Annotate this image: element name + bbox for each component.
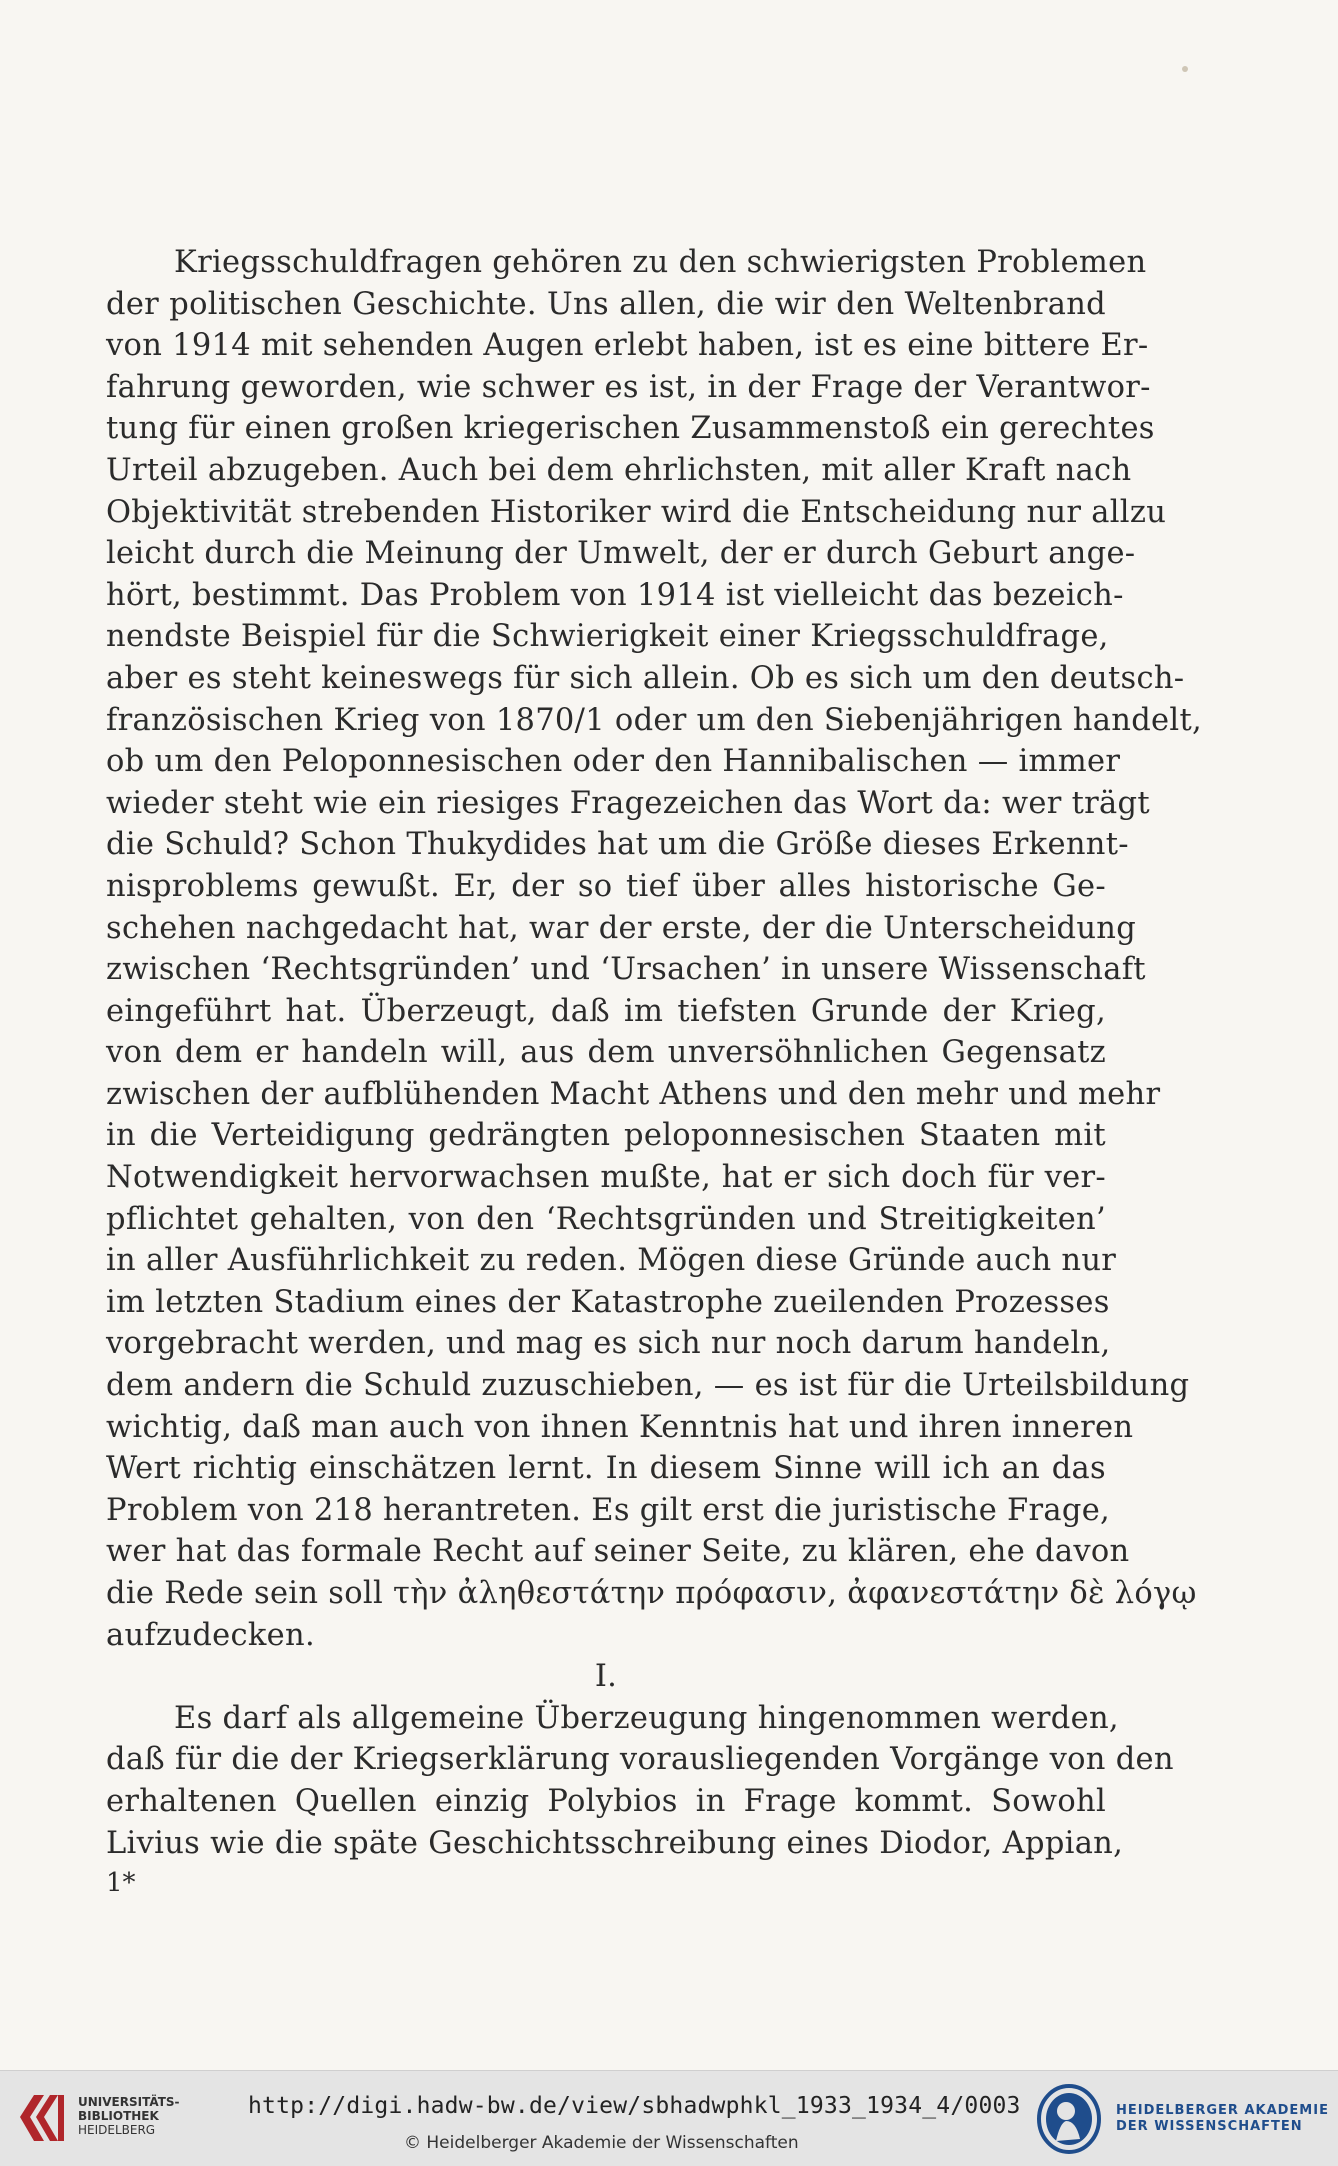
library-name-line1: UNIVERSITÄTS- — [78, 2095, 180, 2109]
text-line: Livius wie die späte Geschichtsschreibung eines Diodor, Appian, — [106, 1825, 1124, 1861]
permalink-url[interactable]: http://digi.hadw-bw.de/view/sbhadwphkl_1933_1934_4/0003 — [248, 2093, 1021, 2119]
text-line: wer hat das formale Recht auf seiner Seite, zu klären, ehe davon — [106, 1534, 1130, 1570]
text-line: dem andern die Schuld zuzuschieben, — es ist für die Urteilsbildung — [106, 1368, 1190, 1404]
library-name-line2: BIBLIOTHEK — [78, 2109, 159, 2123]
text-line: pflichtet gehalten, von den ‘Rechtsgründen und Streitigkeiten’ — [106, 1201, 1106, 1237]
academy-name-line2: DER WISSENSCHAFTEN — [1116, 2119, 1303, 2134]
text-line: in die Verteidigung gedrängten peloponnesischen Staaten mit — [106, 1118, 1106, 1154]
text-line: eingeführt hat. Überzeugt, daß im tiefsten Grunde der Krieg, — [106, 993, 1106, 1029]
text-line: Es darf als allgemeine Überzeugung hingenommen werden, — [174, 1700, 1119, 1736]
text-line: zwischen der aufblühenden Macht Athens und den mehr und mehr — [106, 1076, 1161, 1112]
paragraph-1 — [106, 242, 1202, 1656]
text-line: nendste Beispiel für die Schwierigkeit einer Kriegsschuldfrage, — [106, 619, 1109, 655]
text-line: die Schuld? Schon Thukydides hat um die Größe dieses Erkennt- — [106, 827, 1129, 863]
text-line: wieder steht wie ein riesiges Fragezeichen das Wort da: wer trägt — [106, 785, 1150, 821]
text-line: die Rede sein soll τὴν ἀληθεστάτην πρόφασιν, ἀφανεστάτην δὲ λόγῳ — [106, 1576, 1197, 1611]
text-line: in aller Ausführlichkeit zu reden. Mögen diese Gründe auch nur — [106, 1243, 1117, 1279]
text-line: daß für die der Kriegserklärung vorausliegenden Vorgänge von den — [106, 1742, 1174, 1778]
text-line: aufzudecken. — [106, 1617, 315, 1653]
text-line: aber es steht keineswegs für sich allein. Ob es sich um den deutsch- — [106, 660, 1185, 696]
text-line: hört, bestimmt. Das Problem von 1914 ist vielleicht das bezeich- — [106, 577, 1124, 613]
section-heading: I. — [594, 1659, 618, 1695]
text-line: erhaltenen Quellen einzig Polybios in Frage kommt. Sowohl — [106, 1783, 1106, 1819]
signature-mark: 1* — [106, 1868, 136, 1898]
library-city: HEIDELBERG — [78, 2123, 156, 2137]
text-line: wichtig, daß man auch von ihnen Kenntnis hat und ihren inneren — [106, 1409, 1134, 1445]
text-line: der politischen Geschichte. Uns allen, die wir den Weltenbrand — [106, 286, 1106, 322]
copyright-notice: © Heidelberger Akademie der Wissenschaften — [404, 2133, 799, 2153]
text-line: von dem er handeln will, aus dem unversöhnlichen Gegensatz — [106, 1035, 1106, 1071]
text-line: von 1914 mit sehenden Augen erlebt haben, ist es eine bittere Er- — [106, 328, 1149, 364]
body-text — [106, 242, 1202, 1864]
paragraph-2 — [106, 1698, 1174, 1864]
university-library-logo-icon[interactable] — [14, 2087, 70, 2149]
text-line: ob um den Peloponnesischen oder den Hannibalischen — immer — [106, 744, 1121, 780]
text-line: leicht durch die Meinung der Umwelt, der er durch Geburt ange- — [106, 536, 1136, 572]
text-line: vorgebracht werden, und mag es sich nur noch darum handeln, — [106, 1326, 1111, 1362]
academy-seal-icon[interactable] — [1036, 2083, 1102, 2155]
text-line: im letzten Stadium eines der Katastrophe zueilenden Prozesses — [106, 1284, 1110, 1320]
footer-bar — [0, 2070, 1338, 2166]
academy-name-line1: HEIDELBERGER AKADEMIE — [1116, 2103, 1329, 2118]
text-line: Notwendigkeit hervorwachsen mußte, hat er sich doch für ver- — [106, 1160, 1106, 1196]
academy-name[interactable] — [1116, 2103, 1329, 2135]
text-line: Urteil abzugeben. Auch bei dem ehrlichsten, mit aller Kraft nach — [106, 452, 1132, 488]
text-line: Objektivität strebenden Historiker wird die Entscheidung nur allzu — [106, 494, 1167, 530]
text-line: Problem von 218 herantreten. Es gilt erst die juristische Frage, — [106, 1492, 1111, 1528]
text-line: Kriegsschuldfragen gehören zu den schwierigsten Problemen — [174, 245, 1147, 280]
text-line: schehen nachgedacht hat, war der erste, der die Unterscheidung — [106, 910, 1137, 946]
university-library-name[interactable] — [78, 2095, 180, 2137]
text-line: nisproblems gewußt. Er, der so tief über alles historische Ge- — [106, 868, 1106, 904]
text-line: französischen Krieg von 1870/1 oder um den Siebenjährigen handelt, — [106, 702, 1202, 738]
text-line: tung für einen großen kriegerischen Zusammenstoß ein gerechtes — [106, 411, 1155, 447]
text-line: fahrung geworden, wie schwer es ist, in der Frage der Verantwor- — [106, 369, 1151, 405]
paper-speck — [1182, 66, 1188, 72]
text-line: zwischen ‘Rechtsgründen’ und ‘Ursachen’ in unsere Wissenschaft — [106, 952, 1146, 988]
text-line: Wert richtig einschätzen lernt. In diesem Sinne will ich an das — [106, 1451, 1106, 1487]
